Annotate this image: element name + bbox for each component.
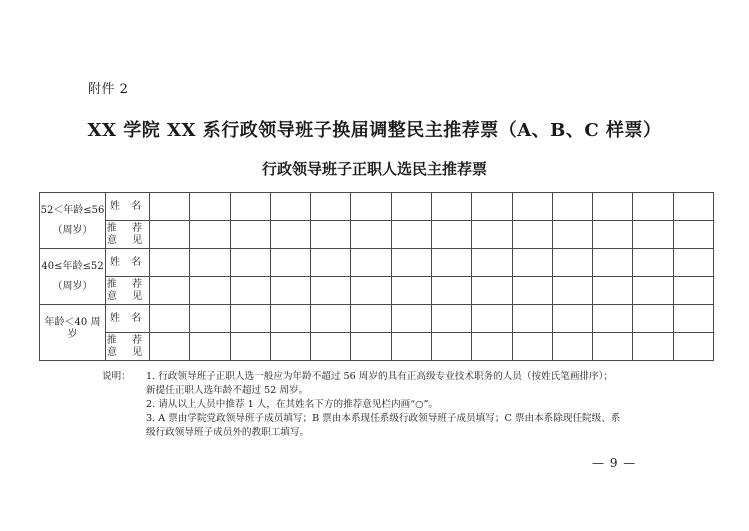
page-title: XX 学院 XX 系行政领导班子换届调整民主推荐票（A、B、C 样票） bbox=[87, 120, 662, 141]
name-cell[interactable] bbox=[673, 249, 713, 277]
name-cell[interactable] bbox=[311, 249, 351, 277]
opinion-cell[interactable] bbox=[633, 221, 673, 249]
opinion-row-label bbox=[106, 221, 150, 249]
note-item bbox=[102, 412, 620, 440]
opinion-cell[interactable] bbox=[351, 277, 391, 305]
name-row-label: 姓 名 bbox=[106, 193, 150, 221]
opinion-cell[interactable] bbox=[673, 221, 713, 249]
name-cell[interactable] bbox=[512, 305, 552, 333]
name-cell[interactable] bbox=[150, 305, 190, 333]
opinion-row bbox=[40, 277, 714, 305]
age-range: 40≤年龄≤52 bbox=[41, 260, 104, 272]
age-range: 年龄＜40 周岁 bbox=[44, 316, 101, 340]
name-cell[interactable] bbox=[351, 305, 391, 333]
name-cell[interactable] bbox=[673, 305, 713, 333]
opinion-cell[interactable] bbox=[673, 277, 713, 305]
opinion-cell[interactable] bbox=[593, 277, 633, 305]
opinion-row bbox=[40, 221, 714, 249]
name-cell[interactable] bbox=[311, 193, 351, 221]
opinion-cell[interactable] bbox=[431, 221, 471, 249]
opinion-cell[interactable] bbox=[150, 221, 190, 249]
notes-section bbox=[102, 370, 620, 440]
opinion-cell[interactable] bbox=[311, 333, 351, 361]
note-text: 2. 请从以上人员中推荐 1 人，在其姓名下方的推荐意见栏内画“○”。 bbox=[146, 399, 439, 410]
opinion-label-line: 意 见 bbox=[106, 234, 149, 246]
age-group-label bbox=[40, 193, 106, 249]
age-unit: （周岁） bbox=[52, 280, 93, 292]
note-text-continued: 新提任正职人选年龄不超过 52 周岁。 bbox=[146, 385, 309, 396]
opinion-cell[interactable] bbox=[351, 221, 391, 249]
age-group-label bbox=[40, 249, 106, 305]
name-cell[interactable] bbox=[552, 193, 592, 221]
opinion-row bbox=[40, 333, 714, 361]
ballot-subtitle: 行政领导班子正职人选民主推荐票 bbox=[261, 160, 487, 178]
name-cell[interactable] bbox=[230, 305, 270, 333]
opinion-cell[interactable] bbox=[512, 221, 552, 249]
opinion-cell[interactable] bbox=[311, 277, 351, 305]
note-text: 3. A 票由学院党政领导班子成员填写；B 票由本系现任系级行政领导班子成员填写；C 票由本系除现任院级、系 bbox=[146, 413, 621, 424]
opinion-cell[interactable] bbox=[673, 333, 713, 361]
opinion-cell[interactable] bbox=[633, 277, 673, 305]
name-cell[interactable] bbox=[552, 249, 592, 277]
note-text: 1. 行政领导班子正职人选一般应为年龄不超过 56 周岁的具有正高级专业技术职务的人员（按姓氏笔画排序）； bbox=[146, 371, 614, 382]
opinion-label-line: 意 见 bbox=[106, 290, 149, 302]
name-cell[interactable] bbox=[673, 193, 713, 221]
name-cell[interactable] bbox=[431, 305, 471, 333]
opinion-cell[interactable] bbox=[270, 333, 310, 361]
opinion-cell[interactable] bbox=[552, 221, 592, 249]
age-unit: （周岁） bbox=[52, 224, 93, 236]
attachment-label: 附件 2 bbox=[88, 82, 129, 97]
opinion-cell[interactable] bbox=[512, 277, 552, 305]
opinion-cell[interactable] bbox=[593, 221, 633, 249]
opinion-cell[interactable] bbox=[391, 333, 431, 361]
opinion-cell[interactable] bbox=[431, 277, 471, 305]
name-row bbox=[40, 193, 714, 221]
name-cell[interactable] bbox=[552, 305, 592, 333]
name-cell[interactable] bbox=[230, 249, 270, 277]
name-cell[interactable] bbox=[190, 305, 230, 333]
name-cell[interactable] bbox=[472, 305, 512, 333]
opinion-cell[interactable] bbox=[190, 221, 230, 249]
opinion-cell[interactable] bbox=[431, 333, 471, 361]
name-cell[interactable] bbox=[472, 193, 512, 221]
opinion-cell[interactable] bbox=[190, 333, 230, 361]
name-cell[interactable] bbox=[311, 305, 351, 333]
opinion-cell[interactable] bbox=[472, 277, 512, 305]
name-cell[interactable] bbox=[512, 249, 552, 277]
opinion-cell[interactable] bbox=[472, 333, 512, 361]
opinion-cell[interactable] bbox=[552, 333, 592, 361]
name-row-label: 姓 名 bbox=[106, 249, 150, 277]
opinion-cell[interactable] bbox=[230, 333, 270, 361]
opinion-row-label bbox=[106, 333, 150, 361]
opinion-cell[interactable] bbox=[351, 333, 391, 361]
page-number: — 9 — bbox=[592, 456, 637, 470]
name-cell[interactable] bbox=[633, 249, 673, 277]
name-cell[interactable] bbox=[391, 249, 431, 277]
name-cell[interactable] bbox=[150, 193, 190, 221]
opinion-label-line: 推 荐 bbox=[106, 278, 149, 290]
note-item bbox=[102, 398, 620, 412]
opinion-cell[interactable] bbox=[512, 333, 552, 361]
name-cell[interactable] bbox=[351, 249, 391, 277]
name-cell[interactable] bbox=[593, 305, 633, 333]
opinion-cell[interactable] bbox=[633, 333, 673, 361]
opinion-cell[interactable] bbox=[552, 277, 592, 305]
name-cell[interactable] bbox=[391, 305, 431, 333]
age-group-label bbox=[40, 305, 106, 361]
name-cell[interactable] bbox=[150, 249, 190, 277]
opinion-cell[interactable] bbox=[391, 277, 431, 305]
opinion-cell[interactable] bbox=[593, 333, 633, 361]
name-cell[interactable] bbox=[270, 193, 310, 221]
opinion-label-line: 意 见 bbox=[106, 346, 149, 358]
name-cell[interactable] bbox=[593, 249, 633, 277]
recommendation-ballot-table bbox=[39, 192, 714, 361]
name-cell[interactable] bbox=[190, 193, 230, 221]
opinion-row-label bbox=[106, 277, 150, 305]
name-cell[interactable] bbox=[431, 193, 471, 221]
name-cell[interactable] bbox=[270, 305, 310, 333]
age-range: 52＜年龄≤56 bbox=[40, 204, 105, 216]
note-item bbox=[102, 370, 620, 398]
name-cell[interactable] bbox=[512, 193, 552, 221]
opinion-cell[interactable] bbox=[150, 333, 190, 361]
name-row bbox=[40, 249, 714, 277]
name-cell[interactable] bbox=[472, 249, 512, 277]
name-cell[interactable] bbox=[190, 249, 230, 277]
opinion-cell[interactable] bbox=[190, 277, 230, 305]
name-cell[interactable] bbox=[593, 193, 633, 221]
opinion-label-line: 推 荐 bbox=[106, 334, 149, 346]
opinion-cell[interactable] bbox=[472, 221, 512, 249]
opinion-cell[interactable] bbox=[270, 277, 310, 305]
opinion-cell[interactable] bbox=[150, 277, 190, 305]
opinion-cell[interactable] bbox=[391, 221, 431, 249]
name-cell[interactable] bbox=[633, 305, 673, 333]
name-row bbox=[40, 305, 714, 333]
name-cell[interactable] bbox=[431, 249, 471, 277]
name-cell[interactable] bbox=[633, 193, 673, 221]
name-cell[interactable] bbox=[391, 193, 431, 221]
name-cell[interactable] bbox=[351, 193, 391, 221]
notes-prefix: 说明： bbox=[102, 371, 131, 382]
opinion-cell[interactable] bbox=[230, 221, 270, 249]
name-cell[interactable] bbox=[270, 249, 310, 277]
opinion-cell[interactable] bbox=[230, 277, 270, 305]
opinion-label-line: 推 荐 bbox=[106, 222, 149, 234]
opinion-cell[interactable] bbox=[311, 221, 351, 249]
opinion-cell[interactable] bbox=[270, 221, 310, 249]
note-text-continued: 级行政领导班子成员外的教职工填写。 bbox=[146, 427, 310, 438]
name-row-label: 姓 名 bbox=[106, 305, 150, 333]
name-cell[interactable] bbox=[230, 193, 270, 221]
